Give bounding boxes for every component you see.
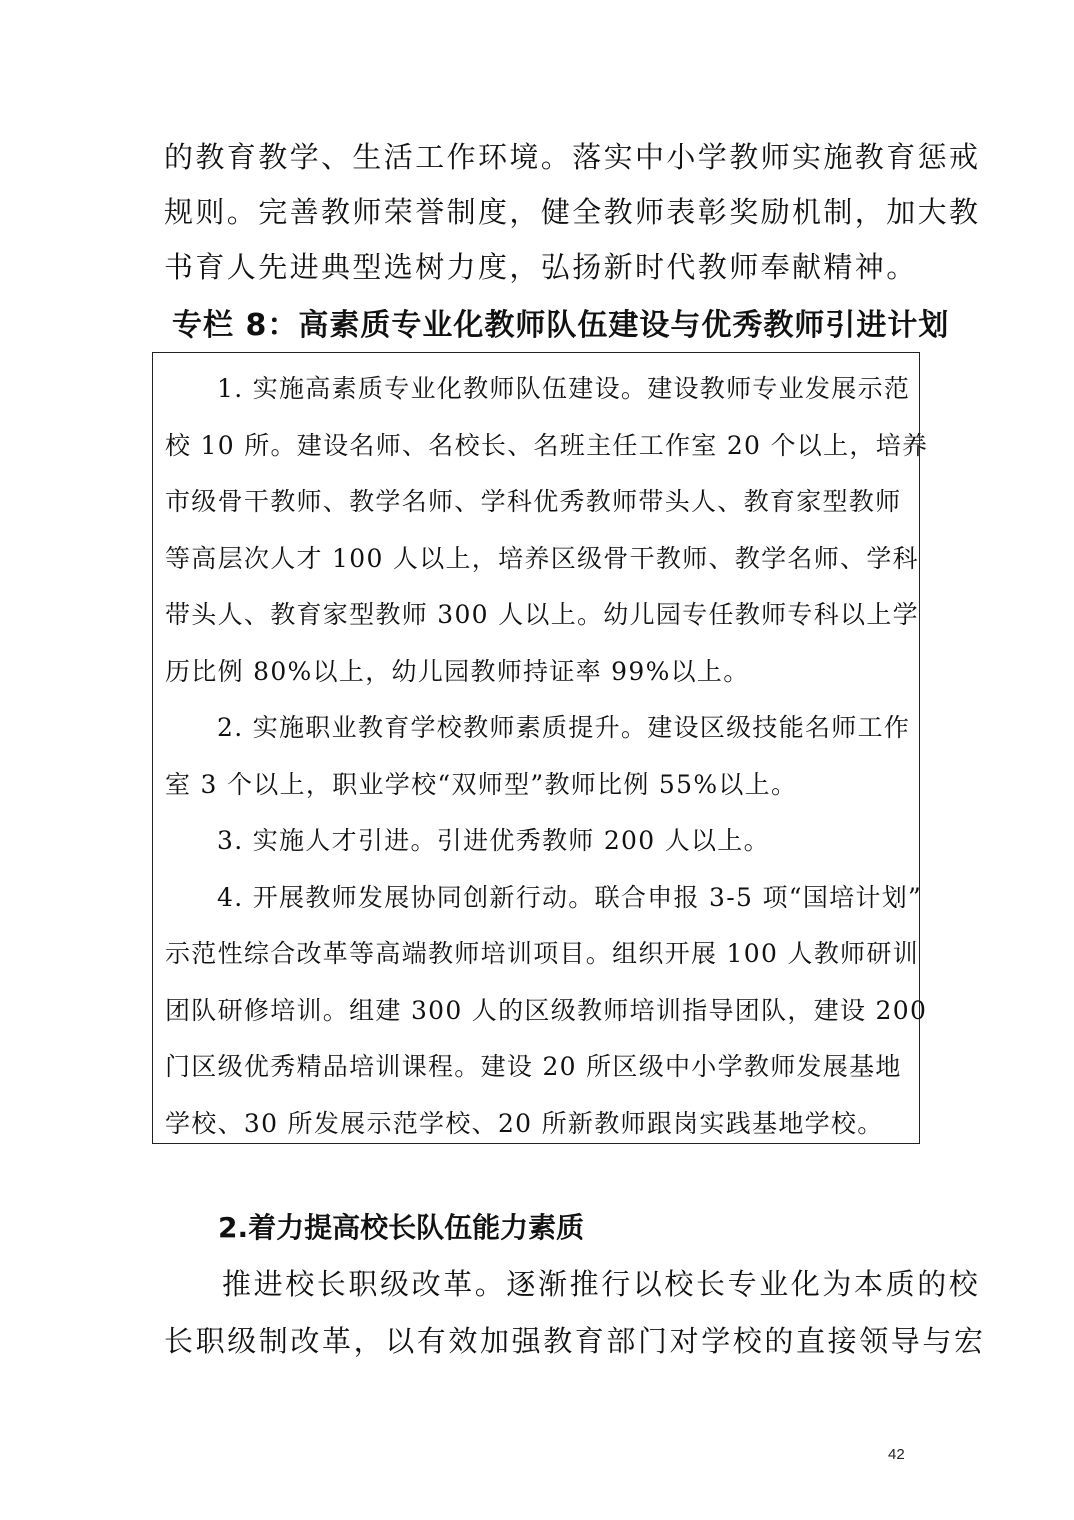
box-line: 校 10 所。建设名师、名校长、名班主任工作室 20 个以上，培养 xyxy=(165,430,929,460)
box-line: 历比例 80%以上，幼儿园教师持证率 99%以上。 xyxy=(165,656,750,686)
body-paragraph xyxy=(164,1256,986,1370)
paragraph-line: 的教育教学、生活工作环境。落实中小学教师实施教育惩戒 xyxy=(164,140,981,174)
paragraph-line: 规则。完善教师荣誉制度，健全教师表彰奖励机制，加大教 xyxy=(164,195,981,229)
section-heading: 2.着力提高校长队伍能力素质 xyxy=(218,1211,585,1244)
paragraph-line: 书育人先进典型选树力度，弘扬新时代教师奉献精神。 xyxy=(164,250,918,284)
box-line: 门区级优秀精品培训课程。建设 20 所区级中小学教师发展基地 xyxy=(165,1052,902,1081)
box-line: 3. 实施人才引进。引进优秀教师 200 人以上。 xyxy=(217,826,770,855)
box-line: 市级骨干教师、教学名师、学科优秀教师带头人、教育家型教师 xyxy=(165,487,902,516)
box-line: 学校、30 所发展示范学校、20 所新教师跟岗实践基地学校。 xyxy=(165,1108,884,1138)
column-box-content xyxy=(165,361,929,1152)
column-box xyxy=(152,352,929,1144)
box-line: 2. 实施职业教育学校教师素质提升。建设区级技能名师工作 xyxy=(217,713,911,742)
box-line: 等高层次人才 100 人以上，培养区级骨干教师、教学名师、学科 xyxy=(165,543,919,573)
box-line: 团队研修培训。组建 300 人的区级教师培训指导团队，建设 200 xyxy=(165,995,928,1025)
box-line: 带头人、教育家型教师 300 人以上。幼儿园专任教师专科以上学 xyxy=(165,600,919,629)
page-number: 42 xyxy=(888,1446,905,1463)
paragraph-line: 推进校长职级改革。逐渐推行以校长专业化为本质的校 xyxy=(222,1267,981,1301)
box-line: 1. 实施高素质专业化教师队伍建设。建设教师专业发展示范 xyxy=(217,374,911,403)
box-line: 示范性综合改革等高端教师培训项目。组织开展 100 人教师研训 xyxy=(165,939,919,968)
intro-paragraph xyxy=(164,130,981,295)
box-line: 室 3 个以上，职业学校“双师型”教师比例 55%以上。 xyxy=(165,769,798,799)
paragraph-line: 长职级制改革，以有效加强教育部门对学校的直接领导与宏 xyxy=(164,1324,986,1358)
column-box-title: 专栏 8：高素质专业化教师队伍建设与优秀教师引进计划 xyxy=(172,308,950,343)
box-line: 4. 开展教师发展协同创新行动。联合申报 3-5 项“国培计划” xyxy=(217,882,923,912)
